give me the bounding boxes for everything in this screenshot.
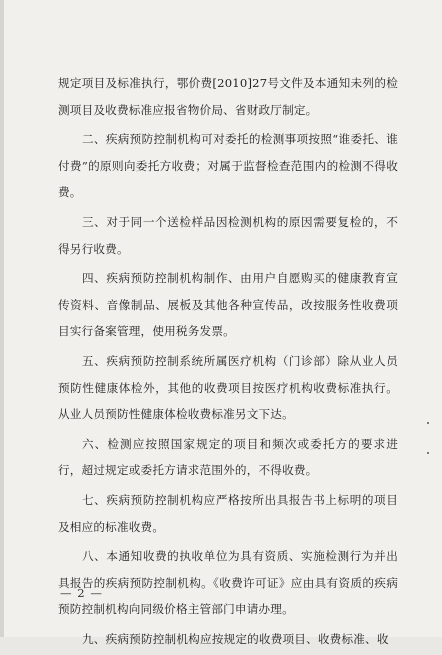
paragraph-item-8: 八、本通知收费的执收单位为具有资质、实施检测行为并出具报告的疾病预防控制机构。《收费许可证》应由具有资质的疾病预防控制机构向同级价格主管部门申请办理。 — [58, 549, 398, 617]
page-number: — 2 — — [60, 586, 103, 600]
paragraph-continuation: 规定项目及标准执行，鄂价费[2010]27号文件及本通知未列的检测项目及收费标准应报省物价局、省财政厅制定。 — [58, 76, 398, 117]
paragraph-item-5: 五、疾病预防控制系统所属医疗机构（门诊部）除从业人员预防性健康体检外，其他的收费项目按医疗机构收费标准执行。从业人员预防性健康体检收费标准另文下达。 — [58, 353, 398, 422]
paragraph-item-3: 三、对于同一个送检样品因检测机构的原因需要复检的，不得另行收费。 — [58, 214, 398, 256]
paragraph-item-7: 七、疾病预防控制机构应严格按所出具报告书上标明的项目及相应的标准收费。 — [58, 492, 398, 534]
document-body — [58, 70, 398, 655]
margin-mark — [427, 422, 429, 424]
paragraph-item-6: 六、检测应按照国家规定的项目和频次或委托方的要求进行，超过规定或委托方请求范围外的，不得收费。 — [58, 436, 398, 478]
paragraph-item-9: 九、疾病预防控制机构应按规定的收费项目、收费标准、收 — [82, 631, 389, 646]
paragraph-item-2: 二、疾病预防控制机构可对委托的检测事项按照“谁委托、谁付费”的原则向委托方收费；对属于监督检查范围内的检测不得收费。 — [58, 132, 398, 200]
margin-mark — [427, 452, 429, 454]
page-binding-edge — [0, 0, 4, 637]
paragraph-item-4: 四、疾病预防控制机构制作、由用户自愿购买的健康教育宣传资料、音像制品、展板及其他各种宣传品，改按服务性收费项目实行备案管理，使用税务发票。 — [58, 271, 398, 339]
